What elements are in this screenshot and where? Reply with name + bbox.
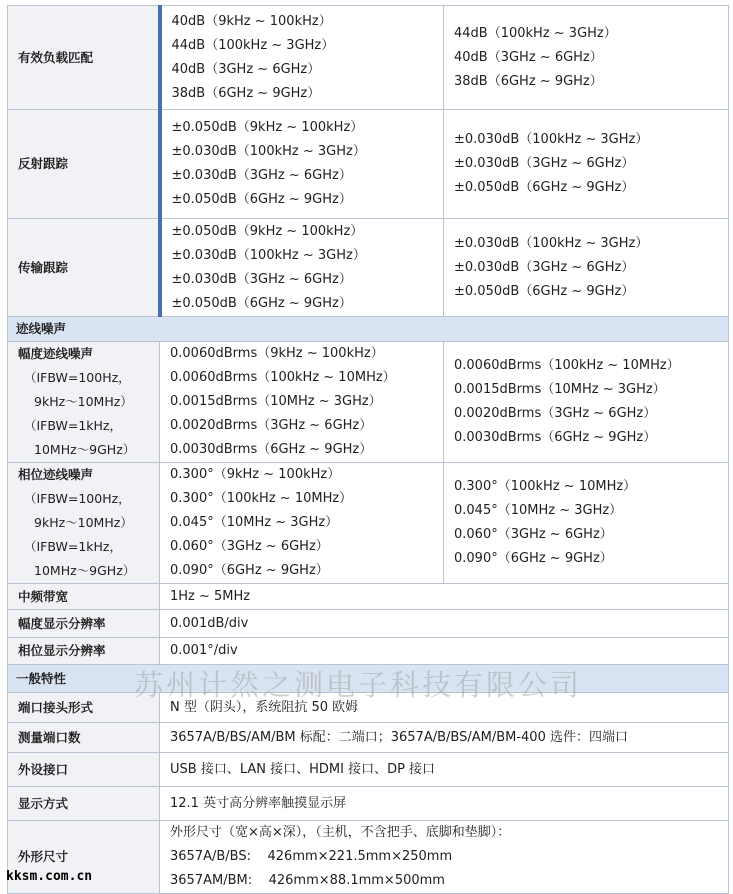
row-value: N 型（阴头），系统阻抗 50 欧姆	[160, 693, 729, 723]
value-line: 44dB（100kHz ~ 3GHz）	[454, 25, 617, 41]
row-value: USB 接口、LAN 接口、HDMI 接口、DP 接口	[160, 753, 729, 787]
row-label: 显示方式	[8, 787, 160, 821]
row-port-connector	[8, 693, 729, 723]
value-line: ±0.030dB（3GHz ~ 6GHz）	[171, 168, 352, 183]
value-line: 0.0020dBrms（3GHz ~ 6GHz）	[170, 418, 373, 433]
value-line: 外形尺寸（宽×高×深），（主机，不含把手、底脚和垫脚）：	[170, 825, 511, 840]
value-line: 0.300°（100kHz ~ 10MHz）	[454, 479, 637, 494]
row-peripheral-ports	[8, 753, 729, 787]
value-line: 40dB（3GHz ~ 6GHz）	[171, 61, 321, 77]
value-line: ±0.030dB（100kHz ~ 3GHz）	[454, 132, 649, 147]
row-reflection-tracking	[8, 110, 729, 219]
value-cell-right	[444, 219, 729, 317]
value-line: 0.045°（10MHz ~ 3GHz）	[170, 515, 339, 530]
value-line: ±0.050dB（6GHz ~ 9GHz）	[171, 295, 352, 311]
row-value	[160, 821, 729, 894]
value-line: ±0.030dB（3GHz ~ 6GHz）	[171, 271, 352, 287]
row-value: 12.1 英寸高分辨率触摸显示屏	[160, 787, 729, 821]
row-value: 0.001°/div	[160, 638, 729, 665]
value-line: ±0.050dB（9kHz ~ 100kHz）	[171, 120, 364, 135]
value-line: 0.0060dBrms（100kHz ~ 10MHz）	[454, 358, 680, 373]
value-line: 0.300°（9kHz ~ 100kHz）	[170, 467, 341, 482]
value-line: 0.045°（10MHz ~ 3GHz）	[454, 503, 623, 518]
section-general	[8, 665, 729, 693]
value-line: ±0.030dB（3GHz ~ 6GHz）	[454, 156, 635, 171]
row-label: 幅度迹线噪声	[18, 346, 94, 361]
row-label-block	[8, 342, 160, 463]
row-label: 传输跟踪	[8, 219, 160, 317]
row-label: 有效负载匹配	[8, 6, 160, 110]
value-line: 40dB（9kHz ~ 100kHz）	[171, 13, 332, 29]
row-sublabel: （IFBW=100Hz，	[24, 491, 131, 506]
row-value: 3657A/B/BS/AM/BM 标配：二端口；3657A/B/BS/AM/BM-400 选件：四端口	[160, 723, 729, 753]
row-label: 测量端口数	[8, 723, 160, 753]
row-sublabel: 10MHz～9GHz）	[34, 563, 136, 578]
row-value: 1Hz ~ 5MHz	[160, 584, 729, 610]
value-line: 0.060°（3GHz ~ 6GHz）	[454, 527, 613, 542]
value-line: ±0.050dB（9kHz ~ 100kHz）	[171, 223, 364, 239]
value-cell-right	[444, 342, 729, 463]
section-title: 迹线噪声	[8, 317, 729, 342]
row-label: 反射跟踪	[8, 110, 160, 219]
value-cell-right	[444, 110, 729, 219]
value-line: 0.090°（6GHz ~ 9GHz）	[454, 551, 613, 566]
row-label: 幅度显示分辨率	[8, 610, 160, 638]
row-sublabel: （IFBW=1kHz，	[24, 539, 122, 554]
value-line: 0.0060dBrms（9kHz ~ 100kHz）	[170, 346, 384, 361]
row-phase-trace-noise	[8, 463, 729, 584]
section-trace-noise	[8, 317, 729, 342]
row-phase-resolution	[8, 638, 729, 665]
value-cell-right	[444, 6, 729, 110]
row-value: 0.001dB/div	[160, 610, 729, 638]
value-line: ±0.030dB（100kHz ~ 3GHz）	[171, 144, 366, 159]
value-line: 44dB（100kHz ~ 3GHz）	[171, 37, 335, 53]
row-label: 端口接头形式	[8, 693, 160, 723]
row-label: 相位迹线噪声	[18, 467, 94, 482]
value-line: 0.090°（6GHz ~ 9GHz）	[170, 563, 329, 578]
value-line: 3657AM/BM: 426mm×88.1mm×500mm	[170, 873, 445, 888]
value-line: 0.0060dBrms（100kHz ~ 10MHz）	[170, 370, 396, 385]
value-line: ±0.050dB（6GHz ~ 9GHz）	[454, 180, 635, 195]
value-line: 38dB（6GHz ~ 9GHz）	[171, 85, 321, 101]
row-amplitude-resolution	[8, 610, 729, 638]
value-line: 38dB（6GHz ~ 9GHz）	[454, 73, 603, 89]
row-if-bandwidth	[8, 584, 729, 610]
row-test-ports	[8, 723, 729, 753]
row-sublabel: 9kHz～10MHz）	[34, 515, 133, 530]
value-line: ±0.050dB（6GHz ~ 9GHz）	[171, 192, 352, 207]
row-sublabel: 9kHz～10MHz）	[34, 394, 133, 409]
value-line: 0.0015dBrms（10MHz ~ 3GHz）	[454, 382, 666, 397]
value-line: 0.0030dBrms（6GHz ~ 9GHz）	[454, 430, 657, 445]
row-transmission-tracking	[8, 219, 729, 317]
row-sublabel: 10MHz～9GHz）	[34, 442, 136, 457]
row-label: 中频带宽	[8, 584, 160, 610]
value-line: ±0.030dB（100kHz ~ 3GHz）	[171, 247, 366, 263]
value-line: 3657A/B/BS: 426mm×221.5mm×250mm	[170, 849, 453, 864]
row-sublabel: （IFBW=1kHz，	[24, 418, 122, 433]
value-cell-left	[160, 219, 444, 317]
value-line: ±0.050dB（6GHz ~ 9GHz）	[454, 283, 635, 299]
value-line: 0.300°（100kHz ~ 10MHz）	[170, 491, 353, 506]
row-display	[8, 787, 729, 821]
spec-table	[7, 5, 729, 894]
value-line: 0.060°（3GHz ~ 6GHz）	[170, 539, 329, 554]
section-title: 一般特性	[8, 665, 729, 693]
row-dimensions	[8, 821, 729, 894]
value-line: 0.0020dBrms（3GHz ~ 6GHz）	[454, 406, 657, 421]
row-label: 相位显示分辨率	[8, 638, 160, 665]
row-label: 外形尺寸	[8, 821, 160, 894]
watermark-text: 苏州计然之测电子科技有限公司	[134, 668, 583, 702]
value-cell-right	[444, 463, 729, 584]
value-line: ±0.030dB（3GHz ~ 6GHz）	[454, 259, 635, 275]
value-cell-left	[160, 463, 444, 584]
value-cell-left	[160, 342, 444, 463]
value-line: 0.0030dBrms（6GHz ~ 9GHz）	[170, 442, 373, 457]
value-line: 0.0015dBrms（10MHz ~ 3GHz）	[170, 394, 382, 409]
row-load-match	[8, 6, 729, 110]
value-line: 40dB（3GHz ~ 6GHz）	[454, 49, 603, 65]
row-label: 外设接口	[8, 753, 160, 787]
row-label-block	[8, 463, 160, 584]
site-watermark: kksm.com.cn	[6, 869, 93, 884]
value-line: ±0.030dB（100kHz ~ 3GHz）	[454, 235, 649, 251]
value-cell-left	[160, 110, 444, 219]
value-cell-left	[160, 6, 444, 110]
row-sublabel: （IFBW=100Hz，	[24, 370, 131, 385]
row-amplitude-trace-noise	[8, 342, 729, 463]
